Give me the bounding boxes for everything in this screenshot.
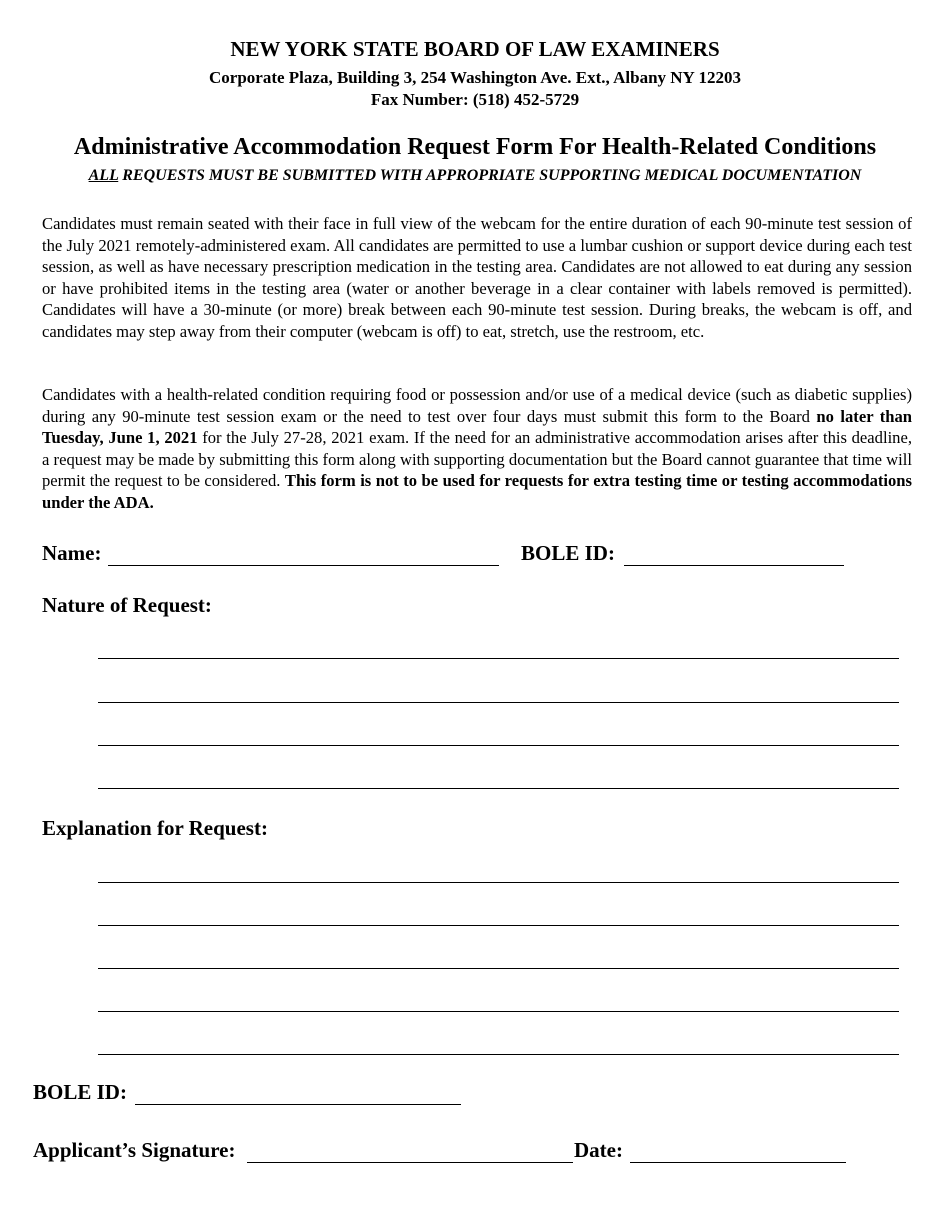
form-title: Administrative Accommodation Request Form For Health-Related Conditions — [73, 134, 877, 160]
name-field[interactable] — [108, 542, 499, 566]
bole-id-field[interactable] — [624, 542, 844, 566]
subtitle-emphasis: ALL — [88, 167, 119, 184]
explanation-label: Explanation for Request: — [42, 816, 268, 840]
fax-number: Fax Number: (518) 452-5729 — [370, 90, 580, 109]
form-subtitle — [0, 167, 950, 185]
explanation-line-1[interactable] — [98, 882, 899, 883]
bole-id-field-2[interactable] — [135, 1081, 461, 1105]
ada-notice: This form is not to be used for requests for extra testing time or testing accommodations under the ADA. — [42, 471, 912, 512]
nature-of-request-label: Nature of Request: — [42, 593, 212, 617]
nature-line-1[interactable] — [98, 658, 899, 659]
instructions-paragraph-1: Candidates must remain seated with their face in full view of the webcam for the entire duration of each 90-minute test session of the July 2021 remotely-administered exam. All candidates are permitted to use a lumbar cushion or support device during each test session, as well as have necessary prescription medication in the testing area. Candidates are not allowed to eat during any session or have prohibited items in the testing area (water or another beverage in a clear container with labels removed is permitted). Candidates will have a 30-minute (or more) break between each 90-minute test session. During breaks, the webcam is off, and candidates may step away from their computer (webcam is off) to eat, stretch, use the restroom, etc. — [42, 214, 912, 341]
explanation-line-3[interactable] — [98, 968, 899, 969]
date-field[interactable] — [630, 1139, 846, 1163]
date-label: Date: — [574, 1138, 623, 1162]
explanation-line-5[interactable] — [98, 1054, 899, 1055]
deadline-text: no later than Tuesday, June 1, 2021 — [42, 406, 912, 447]
instructions-paragraph-2 — [42, 384, 912, 513]
bole-id-label: BOLE ID: — [521, 541, 615, 565]
signature-field[interactable] — [247, 1139, 573, 1163]
bole-id-label-2: BOLE ID: — [33, 1080, 127, 1104]
para2-text-1: Candidates with a health-related condition requiring food or possession and/or use of a medical device (such as diabetic supplies) during any 90-minute test session exam or the need to test over four days must submit this form to the Board — [42, 385, 912, 426]
org-name: NEW YORK STATE BOARD OF LAW EXAMINERS — [230, 37, 720, 61]
signature-label: Applicant’s Signature: — [33, 1138, 236, 1162]
name-label: Name: — [42, 541, 102, 565]
org-address: Corporate Plaza, Building 3, 254 Washington Ave. Ext., Albany NY 12203 — [209, 68, 741, 87]
para2-text-2: for the July 27-28, 2021 exam. If the need for an administrative accommodation arises after this deadline, a request may be made by submitting this form along with supporting documentation but the Board cannot guarantee that time will permit the request to be considered. — [42, 428, 912, 490]
subtitle-text: REQUESTS MUST BE SUBMITTED WITH APPROPRIATE SUPPORTING MEDICAL DOCUMENTATION — [118, 167, 862, 184]
explanation-line-2[interactable] — [98, 925, 899, 926]
explanation-line-4[interactable] — [98, 1011, 899, 1012]
nature-line-3[interactable] — [98, 745, 899, 746]
nature-line-4[interactable] — [98, 788, 899, 789]
nature-line-2[interactable] — [98, 702, 899, 703]
